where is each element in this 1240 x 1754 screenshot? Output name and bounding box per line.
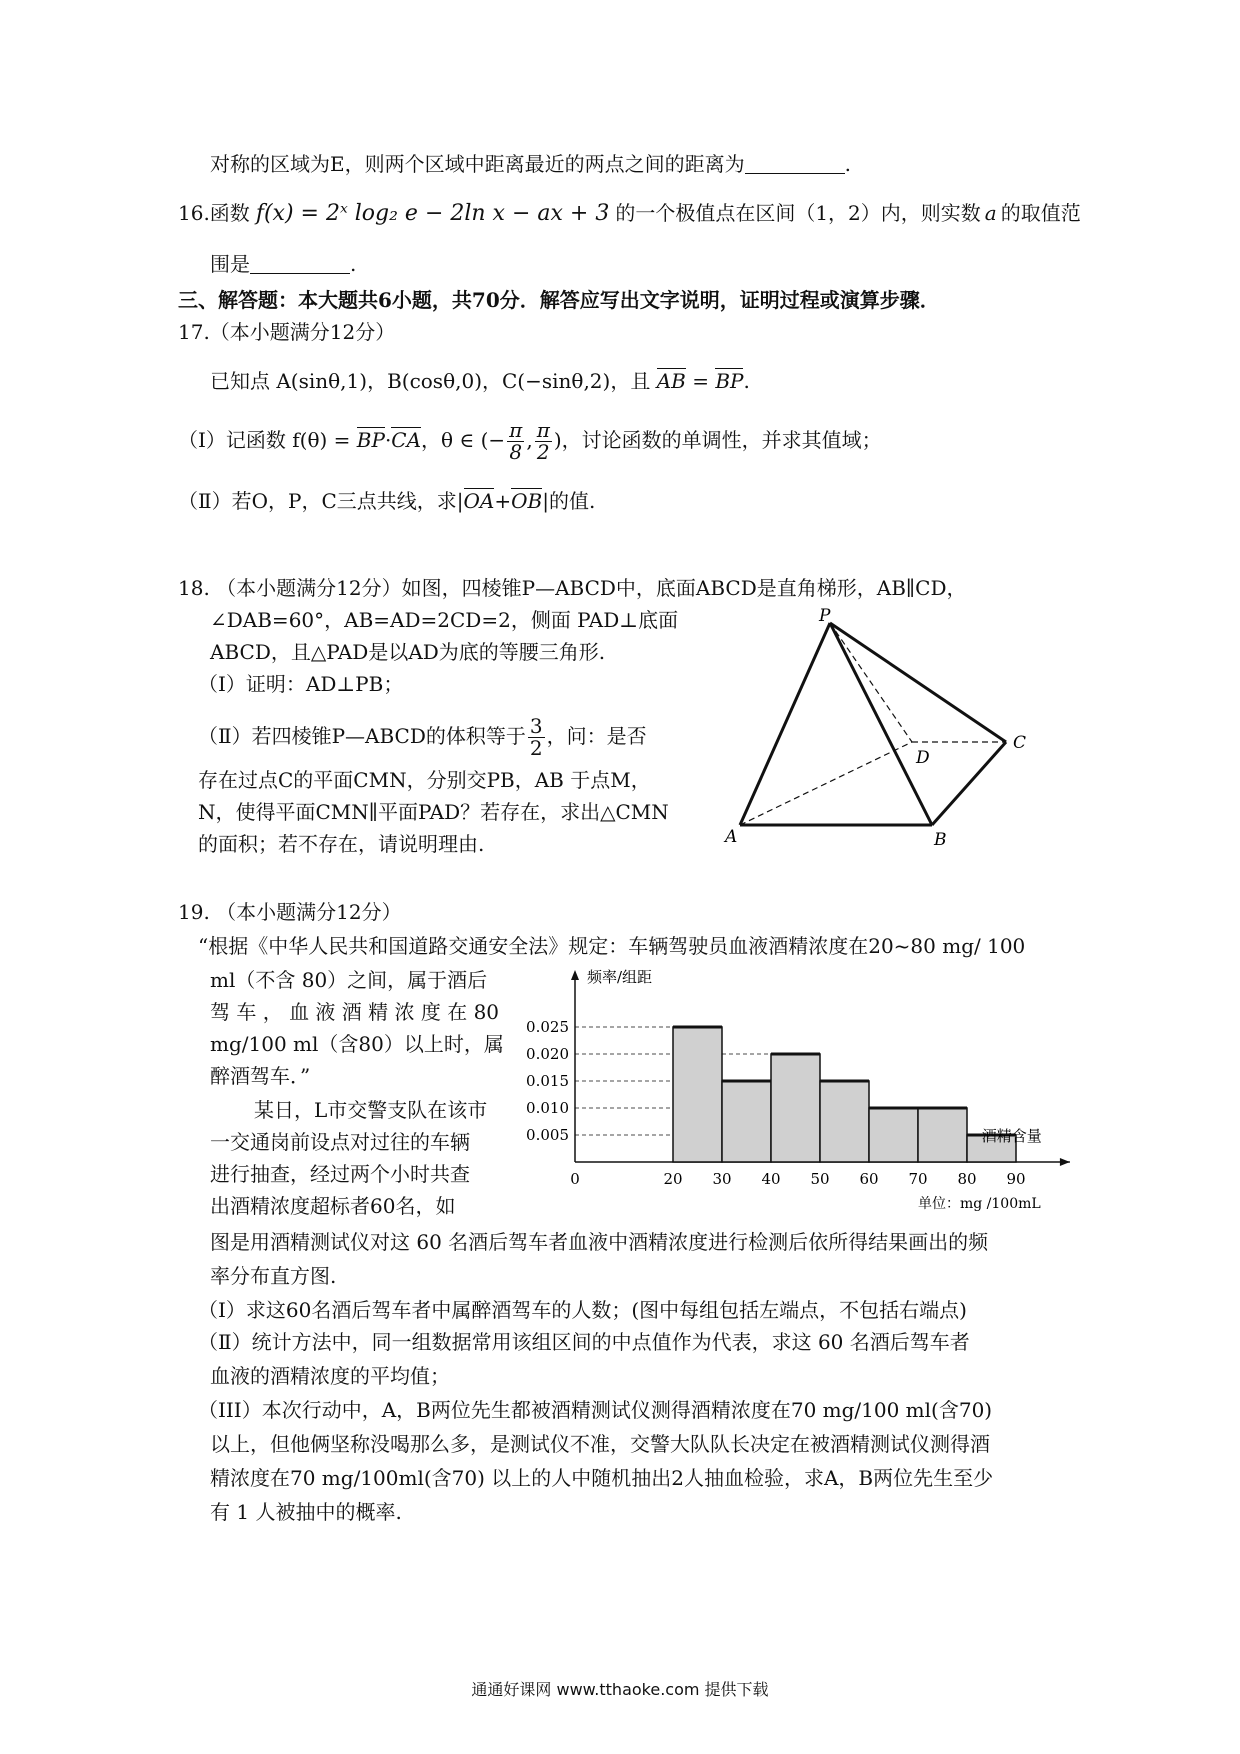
q19-part3-line4: 有 1 人被抽中的概率.: [210, 1500, 402, 1524]
q16-text2: 的取值范: [1000, 201, 1081, 225]
unit-label: 单位：mg /100mL: [918, 1196, 1041, 1212]
q19-line11: 率分布直方图.: [210, 1264, 337, 1288]
label-p: P: [819, 606, 831, 626]
q16-text: 的一个极值点在区间（1，2）内，则实数: [615, 201, 981, 225]
label-a: A: [725, 827, 738, 845]
histogram-bar: [771, 1054, 820, 1162]
q18-part2-post: ，问：是否: [546, 724, 647, 748]
q16-variable: a: [984, 201, 997, 225]
q18-part2: [198, 716, 647, 759]
q19-line2: ml（不含 80）之间，属于酒后: [210, 968, 488, 992]
x-tick-label: 20: [663, 1170, 683, 1188]
section-heading: 三、解答题：本大题共6小题，共70分．解答应写出文字说明，证明过程或演算步骤．: [178, 288, 940, 312]
vector-ob: OB: [511, 489, 543, 513]
q16-line1: [178, 200, 1081, 228]
q19-part3-line3: 精浓度在70 mg/100ml(含70) 以上的人中随机抽出2人抽血检验，求A，B两位先生至少: [210, 1466, 994, 1490]
fraction-pi-over-2: $\frac{\pi}{2}$: [536, 418, 550, 464]
q19-line3: 驾 车 ， 血 液 酒 精 浓 度 在 80: [210, 1000, 500, 1024]
y-tick-label: 0.025: [526, 1018, 569, 1036]
q19-part3: （III）本次行动中，A，B两位先生都被酒精测试仪测得酒精浓度在70 mg/100 ml(含70): [198, 1398, 993, 1422]
edge-pd: [830, 623, 912, 742]
x-tick-label: 90: [1006, 1170, 1026, 1188]
y-axis-arrow: [571, 970, 579, 980]
y-tick-label: 0.010: [526, 1099, 569, 1117]
x-tick-label: 0: [570, 1170, 580, 1188]
answer-blank: [745, 153, 845, 174]
q16-line2: [210, 252, 356, 277]
fraction-pi-over-8: $\frac{\pi}{8}$: [509, 418, 523, 464]
q19-line9: 出酒精浓度超标者60名，如: [210, 1194, 456, 1218]
vector-oa: OA: [463, 489, 495, 513]
x-axis-arrow: [1060, 1158, 1070, 1166]
q17-part2-pre: （Ⅱ）若O，P，C三点共线，求|: [178, 489, 464, 513]
frequency-histogram: [520, 962, 1080, 1212]
histogram-bar: [673, 1027, 722, 1162]
q17-given: [210, 368, 750, 394]
x-tick-label: 70: [908, 1170, 928, 1188]
answer-blank: [250, 253, 350, 274]
edge-pa: [740, 623, 830, 825]
q16-number: 16.函数: [178, 201, 250, 225]
label-b: B: [934, 830, 947, 845]
label-d: D: [916, 748, 930, 768]
q17-part1-mid: ，θ ∈ (−: [421, 428, 506, 452]
edge-bc: [932, 742, 1006, 825]
q17-given-text: 已知点 A(sinθ,1)，B(cosθ,0)，C(−sinθ,2)，且: [210, 369, 651, 393]
dot-operator: ·: [384, 428, 392, 452]
x-tick-label: 60: [859, 1170, 879, 1188]
comma: ,: [526, 428, 533, 452]
q15-tail-text: 对称的区域为E，则两个区域中距离最近的两点之间的距离为: [210, 152, 745, 176]
q19-part2-cont: 血液的酒精浓度的平均值；: [210, 1364, 450, 1388]
close-paren: ): [553, 428, 562, 452]
q17-part1-pre: （Ⅰ）记函数 f(θ) =: [178, 428, 351, 452]
vector-ca: CA: [391, 428, 422, 452]
q19-part1: （Ⅰ）求这60名酒后驾车者中属醉酒驾车的人数；(图中每组包括左端点，不包括右端点): [198, 1298, 967, 1322]
fraction-3-over-2: $\frac{3}{2}$: [529, 714, 543, 760]
q16-line2-text: 围是: [210, 252, 250, 276]
x-tick-label: 50: [810, 1170, 830, 1188]
q19-line7: 一交通岗前设点对过往的车辆: [210, 1130, 470, 1154]
y-axis-label: 频率/组距: [587, 968, 653, 986]
q19-line10: 图是用酒精测试仪对这 60 名酒后驾车者血液中酒精浓度进行检测后依所得结果画出的频: [210, 1230, 989, 1254]
x-axis-label: 酒精含量: [981, 1127, 1042, 1145]
q18-part1: （Ⅰ）证明：AD⊥PB；: [198, 672, 404, 696]
q15-tail-end: .: [844, 152, 851, 176]
y-tick-label: 0.005: [526, 1126, 569, 1144]
label-c: C: [1013, 733, 1027, 753]
q19-part3-line2: 以上，但他俩坚称没喝那么多，是测试仪不准，交警大队队长决定在被酒精测试仪测得酒: [210, 1432, 990, 1456]
q17-part2: [178, 488, 595, 514]
histogram-bar: [820, 1081, 869, 1162]
q18-line2: ∠DAB=60°，AB=AD=2CD=2，侧面 PAD⊥底面: [210, 608, 679, 632]
q19-part2: （Ⅱ）统计方法中，同一组数据常用该组区间的中点值作为代表，求这 60 名酒后驾车者: [198, 1330, 970, 1354]
edge-pc: [830, 623, 1006, 742]
q18-line1: 18. （本小题满分12分）如图，四棱锥P—ABCD中，底面ABCD是直角梯形，AB∥CD，: [178, 576, 967, 600]
edge-pb: [830, 623, 932, 825]
q18-line6: 存在过点C的平面CMN，分别交PB，AB 于点M，: [198, 768, 651, 792]
q17-part1: [178, 420, 882, 463]
footer: 通通好课网 www.tthaoke.com 提供下载: [471, 1680, 769, 1699]
q16-formula: f(x) = 2ˣ log₂ e − 2ln x − ax + 3: [255, 201, 610, 226]
pyramid-figure: [720, 605, 1040, 845]
q19-line5: 醉酒驾车．”: [210, 1064, 311, 1088]
histogram-bar: [869, 1108, 918, 1162]
q19-heading: 19. （本小题满分12分）: [178, 900, 402, 924]
q17-heading: 17.（本小题满分12分）: [178, 320, 396, 344]
vector-ab: AB: [656, 369, 686, 393]
q19-line8: 进行抽查，经过两个小时共查: [210, 1162, 470, 1186]
q16-end: .: [350, 252, 357, 276]
q15-tail-line: [210, 152, 851, 177]
q19-line4: mg/100 ml（含80）以上时，属: [210, 1032, 504, 1056]
q18-line8: 的面积；若不存在，请说明理由.: [198, 832, 485, 856]
histogram-bar: [918, 1108, 967, 1162]
plus-sign: +: [494, 489, 512, 513]
q17-part1-post: ，讨论函数的单调性，并求其值域；: [561, 428, 882, 452]
edge-ad: [740, 742, 912, 825]
q18-line7: N，使得平面CMN∥平面PAD？若存在，求出△CMN: [198, 800, 669, 824]
x-tick-label: 30: [712, 1170, 732, 1188]
vector-bp: BP: [356, 428, 385, 452]
y-tick-label: 0.020: [526, 1045, 569, 1063]
q17-part2-post: |的值.: [542, 489, 596, 513]
q19-line1: “根据《中华人民共和国道路交通安全法》规定：车辆驾驶员血液酒精浓度在20~80 mg/ 100: [198, 934, 1026, 958]
vector-bp: BP: [715, 369, 744, 393]
q18-line3: ABCD，且△PAD是以AD为底的等腰三角形.: [210, 640, 606, 664]
q18-part2-pre: （Ⅱ）若四棱锥P—ABCD的体积等于: [198, 724, 526, 748]
q19-line6: 某日，L市交警支队在该市: [254, 1098, 488, 1122]
y-tick-label: 0.015: [526, 1072, 569, 1090]
x-tick-label: 80: [957, 1170, 977, 1188]
equals-sign: =: [692, 369, 709, 393]
q17-given-end: .: [743, 369, 750, 393]
x-tick-label: 40: [761, 1170, 781, 1188]
histogram-bar: [722, 1081, 771, 1162]
